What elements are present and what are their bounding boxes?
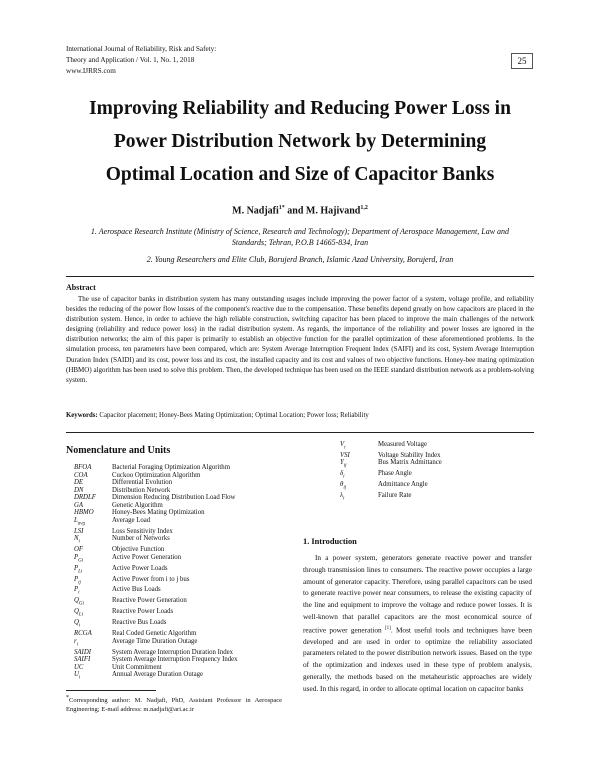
nomenclature-row xyxy=(74,565,294,576)
nomenclature-definition: Reactive Power Loads xyxy=(112,608,174,616)
nomenclature-row xyxy=(74,472,294,480)
nomenclature-row xyxy=(74,576,294,587)
nomenclature-row xyxy=(74,517,294,528)
nomenclature-symbol: HBMO xyxy=(74,509,94,517)
nomenclature-definition: System Average Interruption Frequency Index xyxy=(112,656,238,664)
nomenclature-symbol: $P_{ij}$ xyxy=(74,575,81,585)
nomenclature-definition: Bus Matrix Admittance xyxy=(378,459,442,467)
nomenclature-symbol: $L_{avg}$ xyxy=(74,516,86,527)
title-line-3: Optimal Location and Size of Capacitor Banks xyxy=(105,164,495,185)
nomenclature-row xyxy=(340,492,540,503)
nomenclature-definition: Active Power Loads xyxy=(112,564,168,572)
nomenclature-definition: Measured Voltage xyxy=(378,441,428,448)
nomenclature-definition: Reactive Power Generation xyxy=(112,597,187,605)
nomenclature-symbol: DRDLF xyxy=(74,494,96,502)
intro-text-a: In a power system, generators generate reactive power and transfer through transmission lines to consumers. The reactive power occupies a large amount of generator capacity. Therefore, using parallel capacitors can be used to generate reactive power near consumers, to release the existing capacity of the line and equipment to improve the voltage and reduce power losses. It is well-known that parallel capacitors are the most economical source of reactive power generation xyxy=(303,553,532,634)
author-2-sup: 1,2 xyxy=(360,205,368,211)
nomenclature-definition: Active Bus Loads xyxy=(112,586,161,594)
journal-name: International Journal of Reliability, Risk and Safety: xyxy=(66,45,217,53)
nomenclature-symbol: $P_i$ xyxy=(74,586,80,596)
nomenclature-symbol: $Q_i$ xyxy=(74,619,81,629)
nomenclature-definition: Cuckoo Optimization Algorithm xyxy=(112,471,201,479)
nomenclature-definition: Voltage Stability Index xyxy=(378,451,441,459)
nomenclature-row xyxy=(74,619,294,630)
title-line-2: Power Distribution Network by Determining xyxy=(113,131,487,152)
nomenclature-definition: Unit Commitment xyxy=(112,663,162,671)
keywords-label: Keywords: xyxy=(66,412,98,419)
nomenclature-heading: Nomenclature and Units xyxy=(66,445,171,456)
nomenclature-definition: Active Power from i to j bus xyxy=(112,575,190,583)
nomenclature-row xyxy=(340,441,540,452)
nomenclature-definition: Admittance Angle xyxy=(378,481,428,489)
nomenclature-symbol: $Q_{Gi}$ xyxy=(74,597,84,607)
nomenclature-symbol: VSI xyxy=(340,451,350,459)
nomenclature-row xyxy=(74,597,294,608)
journal-header xyxy=(66,44,216,77)
keywords-text: Capacitor placement; Honey-Bees Mating Optimization; Optimal Location; Power loss; Reliability xyxy=(97,412,369,419)
abstract-heading: Abstract xyxy=(66,283,96,292)
bottom-divider xyxy=(66,432,534,433)
nomenclature-symbol: $r_i$ xyxy=(74,637,79,647)
nomenclature-definition: Objective Function xyxy=(112,546,165,554)
nomenclature-symbol: COA xyxy=(74,471,88,479)
nomenclature-row xyxy=(74,494,294,502)
footnote-rule xyxy=(66,690,156,691)
nomenclature-symbol: OF xyxy=(74,546,84,554)
footnote-sup: * xyxy=(66,695,69,701)
nomenclature-symbol: $\theta_{ij}$ xyxy=(340,481,347,491)
nomenclature-row xyxy=(74,638,294,649)
nomenclature-definition: Bacterial Foraging Optimization Algorithm xyxy=(112,464,230,471)
nomenclature-left xyxy=(74,464,294,682)
nomenclature-row xyxy=(74,487,294,495)
nomenclature-definition: Dimension Reducing Distribution Load Flow xyxy=(112,494,236,502)
nomenclature-row xyxy=(74,479,294,487)
footnote-text: Corresponding author: M. Nadjafi, PhD, Assistant Professor in Aerospace Engineering; E-mail address: m.nadjafi@ari.ac.ir xyxy=(66,697,282,714)
nomenclature-definition: Differential Evolution xyxy=(112,479,173,487)
nomenclature-definition: Failure Rate xyxy=(378,492,412,500)
nomenclature-symbol: LSI xyxy=(74,527,84,535)
nomenclature-symbol: GA xyxy=(74,501,84,509)
affiliation-2: 2. Young Researchers and Elite Club, Borujerd Branch, Islamic Azad University, Borujerd, Iran xyxy=(146,255,454,264)
nomenclature-definition: Number of Networks xyxy=(112,535,170,543)
nomenclature-row xyxy=(340,481,540,492)
nomenclature-row xyxy=(340,452,540,460)
journal-volume: Theory and Application / Vol. 1, No. 1, 2018 xyxy=(66,56,195,64)
nomenclature-row xyxy=(74,671,294,682)
nomenclature-definition: Honey-Bees Mating Optimization xyxy=(112,509,205,517)
nomenclature-row xyxy=(340,470,540,481)
abstract-text: The use of capacitor banks in distribution system has many outstanding usages include improving the power factor of a system, voltage profile, and reliability besides the reducing of the power flow losses of the component's reactive due to the compensation. These benefits depend greatly on how capacitors are placed in the distribution system. Hence, in order to achieve the high reliable construction, switching capacitor has been placed to improve the main challenges of the network designing (reliability and reduce power loss) in the radial distribution system. As regards, the importance of the reliability and power losses are ignored in the distribution networks; the aim of this paper is primarily to establish an objective function for the parallel optimization of these aforementioned problems. In the simulation process, ten parameters have been compared, which are: System Average Interruption Frequent Index (SAIFI) and its cost, System Average Interruption Duration Index (SAIDI) and its cost, power loss and its cost, the installed capacity and its cost and values of two objective functions. Honey-bee mating optimization (HBMO) algorithm has been used to solve this problem. Then, the developed technique has been used on the IEEE standard distribution network as a problem-solving system. xyxy=(66,295,534,384)
nomenclature-row xyxy=(74,608,294,619)
nomenclature-definition: Average Load xyxy=(112,516,151,524)
nomenclature-definition: Annual Average Duration Outage xyxy=(112,671,204,679)
nomenclature-symbol: $\lambda_i$ xyxy=(340,492,345,502)
footnote xyxy=(66,694,282,714)
nomenclature-row xyxy=(74,528,294,536)
nomenclature-row xyxy=(340,459,540,470)
author-1: M. Nadjafi xyxy=(232,205,279,217)
nomenclature-row xyxy=(74,464,294,472)
nomenclature-symbol: RCGA xyxy=(74,630,92,638)
nomenclature-symbol: $Y_{ij}$ xyxy=(340,459,347,469)
nomenclature-symbol: SAIFI xyxy=(74,656,91,664)
nomenclature-definition: Reactive Bus Loads xyxy=(112,619,167,627)
nomenclature-definition: Real Coded Genetic Algorithm xyxy=(112,630,197,638)
nomenclature-symbol: $N_i$ xyxy=(74,535,80,545)
nomenclature-definition: System Average Interruption Duration Index xyxy=(112,648,234,656)
intro-text-b: . Most useful tools and techniques have been developed and are used in order to optimize the reliability associated parameters related to the power distribution network issues. Based on the type of the optimization and indexes used in these type of problem analysis, generally, the methods based on the metaheuristic approaches are widely used. In this regard, in order to allocate optimal location on capacitor banks xyxy=(303,624,532,693)
title-line-1: Improving Reliability and Reducing Power Loss in xyxy=(89,98,511,119)
intro-ref: [1] xyxy=(384,625,391,631)
nomenclature-row xyxy=(74,664,294,672)
nomenclature-symbol: BFOA xyxy=(74,464,92,471)
nomenclature-symbol: $U_i$ xyxy=(74,671,81,681)
page-number: 25 xyxy=(511,53,533,69)
paper-title xyxy=(40,92,560,191)
author-1-sup: 1* xyxy=(278,205,285,211)
nomenclature-symbol: SAIDI xyxy=(74,648,91,656)
nomenclature-definition: Genetic Algorithm xyxy=(112,501,163,509)
introduction-heading: 1. Introduction xyxy=(303,537,357,546)
introduction-text xyxy=(303,552,532,694)
nomenclature-row xyxy=(74,535,294,546)
nomenclature-row xyxy=(74,546,294,554)
nomenclature-symbol: DN xyxy=(74,486,84,494)
nomenclature-row xyxy=(74,502,294,510)
nomenclature-symbol: $V_i$ xyxy=(340,441,346,451)
author-2: and M. Hajivand xyxy=(287,205,361,217)
author-list xyxy=(0,205,600,216)
nomenclature-definition: Loss Sensitivity Index xyxy=(112,527,173,535)
keywords xyxy=(66,412,534,419)
nomenclature-symbol: $P_{Li}$ xyxy=(74,564,83,574)
nomenclature-row xyxy=(74,586,294,597)
top-divider xyxy=(66,276,534,277)
nomenclature-definition: Active Power Generation xyxy=(112,553,182,561)
nomenclature-row xyxy=(74,630,294,638)
nomenclature-symbol: $Q_{Li}$ xyxy=(74,608,84,618)
journal-website: www.IJRRS.com xyxy=(66,67,116,75)
nomenclature-row xyxy=(74,509,294,517)
nomenclature-row xyxy=(74,656,294,664)
nomenclature-symbol: UC xyxy=(74,663,84,671)
nomenclature-symbol: $\delta_i$ xyxy=(340,470,345,480)
nomenclature-definition: Distribution Network xyxy=(112,486,171,494)
nomenclature-symbol: DE xyxy=(74,479,84,487)
nomenclature-definition: Phase Angle xyxy=(378,470,412,478)
nomenclature-row xyxy=(74,649,294,657)
nomenclature-symbol: $P_{Gi}$ xyxy=(74,553,84,564)
nomenclature-right xyxy=(340,441,540,503)
affiliation-1: 1. Aerospace Research Institute (Ministry of Science, Research and Technology); Department of Aerospace Management, Law and Standards; Tehran, P.O.B 14665-834, Iran xyxy=(90,227,510,247)
nomenclature-definition: Average Time Duration Outage xyxy=(112,637,198,645)
nomenclature-row xyxy=(74,554,294,565)
